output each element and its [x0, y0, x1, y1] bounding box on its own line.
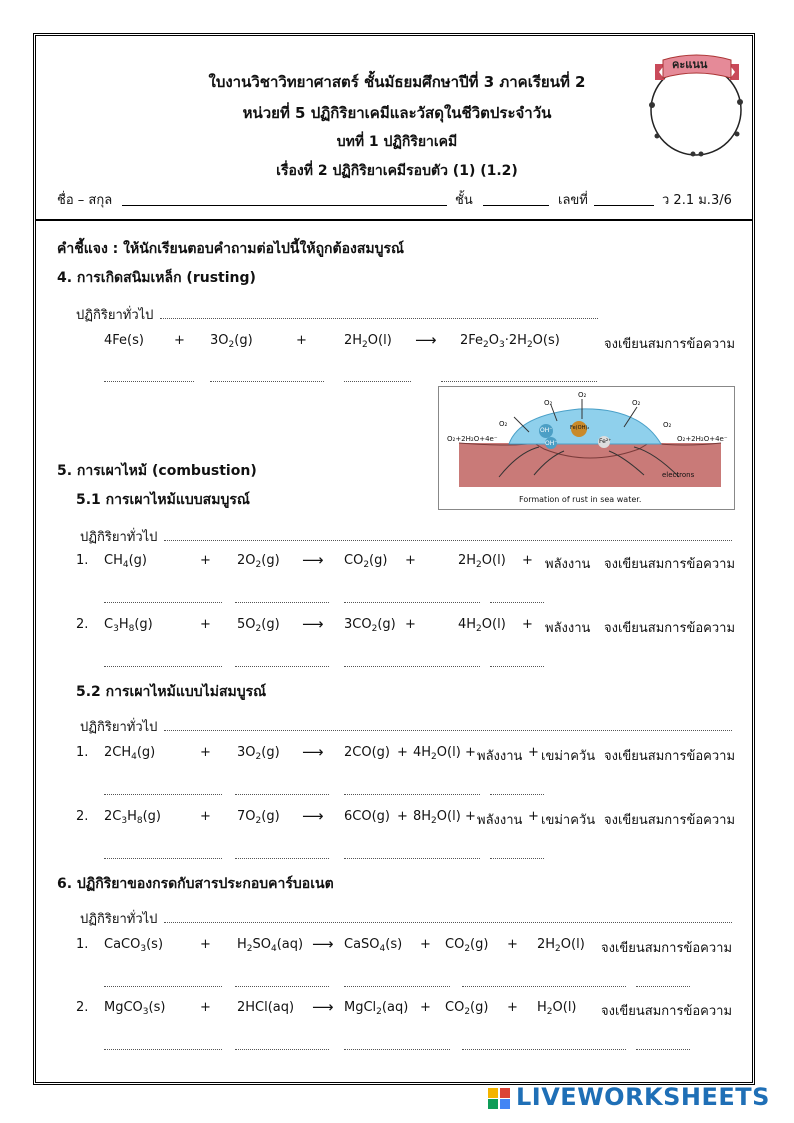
arrow-icon: ⟶ — [312, 935, 334, 953]
energy-label: พลังงาน — [545, 557, 591, 572]
reactant: $3O_2(g)$ — [237, 745, 280, 762]
answer-blank[interactable] — [462, 986, 626, 987]
answer-blank[interactable] — [490, 602, 544, 603]
answer-blank[interactable] — [344, 986, 450, 987]
answer-blank[interactable] — [344, 381, 411, 382]
section5-title: 5. การเผาไหม้ (combustion) — [57, 463, 257, 479]
general-reaction-label: ปฏิกิริยาทั่วไป — [80, 720, 158, 735]
answer-blank[interactable] — [104, 666, 222, 667]
plus-sign: + — [405, 617, 416, 632]
reactant: $5O_2(g)$ — [237, 617, 280, 634]
plus-sign: + — [420, 1000, 431, 1015]
answer-blank[interactable] — [104, 794, 222, 795]
reactant: $3O_2(g)$ — [210, 333, 253, 350]
figure-fe-label: Fe²⁺ — [599, 438, 612, 445]
item-number: 2. — [76, 809, 89, 824]
reactant: $2H_2O(l)$ — [344, 333, 392, 350]
product: $3CO_2(g)$ — [344, 617, 396, 634]
product: $CO_2(g)$ — [445, 937, 489, 954]
plus-sign: + — [200, 553, 211, 568]
answer-blank[interactable] — [104, 1049, 222, 1050]
answer-blank[interactable] — [210, 381, 324, 382]
smoke-label: เขม่าควัน — [541, 749, 596, 764]
figure-left-equation: O₂+2H₂O+4e⁻ — [447, 435, 498, 443]
number-label: เลขที่ — [558, 193, 588, 208]
answer-blank[interactable] — [344, 1049, 450, 1050]
write-text-label: จงเขียนสมการข้อความ — [604, 813, 736, 828]
arrow-icon: ⟶ — [302, 807, 324, 825]
answer-blank[interactable] — [344, 794, 480, 795]
item-number: 1. — [76, 937, 89, 952]
figure-electrons-label: electrons — [662, 471, 695, 479]
answer-line[interactable] — [164, 730, 732, 731]
energy-label: พลังงาน — [477, 813, 523, 828]
product: $4H_2O(l)$ — [458, 617, 506, 634]
answer-line[interactable] — [164, 922, 732, 923]
write-text-label: จงเขียนสมการข้อความ — [604, 749, 736, 764]
arrow-icon: ⟶ — [415, 331, 437, 349]
plus-sign: + — [296, 333, 307, 348]
figure-oh-label: OH⁻ — [540, 427, 553, 434]
figure-right-equation: O₂+2H₂O+4e⁻ — [677, 435, 728, 443]
figure-o2-label: O₂ — [663, 421, 672, 429]
product: $H_2O(l)$ — [537, 1000, 577, 1017]
arrow-icon: ⟶ — [302, 615, 324, 633]
section5-2-title: 5.2 การเผาไหม้แบบไม่สมบูรณ์ — [76, 684, 267, 700]
section5-1-title: 5.1 การเผาไหม้แบบสมบูรณ์ — [76, 492, 250, 508]
arrow-icon: ⟶ — [312, 998, 334, 1016]
topic-title: เรื่องที่ 2 ปฏิกิริยาเคมีรอบตัว (1) (1.2) — [276, 163, 518, 179]
reactant: $2CH_4(g)$ — [104, 745, 156, 762]
smoke-label: เขม่าควัน — [541, 813, 596, 828]
reactant: MgCO$_3$(s) — [104, 1000, 166, 1017]
answer-blank[interactable] — [235, 794, 329, 795]
product: $2Fe_2O_3\cdot 2H_2O(s)$ — [460, 333, 560, 350]
write-text-label: จงเขียนสมการข้อความ — [601, 941, 733, 956]
product: MgCl$_2$(aq) — [344, 1000, 409, 1017]
product: CaSO$_4$(s) — [344, 937, 403, 954]
rust-figure — [438, 386, 735, 510]
answer-blank[interactable] — [104, 381, 194, 382]
write-text-label: จงเขียนสมการข้อความ — [601, 1004, 733, 1019]
answer-blank[interactable] — [104, 858, 222, 859]
unit-title: หน่วยที่ 5 ปฏิกิริยาเคมีและวัสดุในชีวิตประจำวัน — [242, 104, 552, 122]
reactant: $CH_4(g)$ — [104, 553, 147, 570]
arrow-icon: ⟶ — [302, 551, 324, 569]
reactant: $H_2SO_4(aq)$ — [237, 937, 304, 954]
answer-blank[interactable] — [344, 602, 480, 603]
number-field[interactable] — [594, 205, 654, 206]
plus-sign: + — [200, 617, 211, 632]
general-reaction-label: ปฏิกิริยาทั่วไป — [76, 308, 154, 323]
product: 2CO(g) — [344, 745, 390, 760]
write-text-label: จงเขียนสมการข้อความ — [604, 337, 736, 352]
answer-line[interactable] — [164, 540, 732, 541]
reactant: 2HCl(aq) — [237, 1000, 295, 1015]
answer-blank[interactable] — [235, 602, 329, 603]
score-label: คะแนน — [672, 58, 708, 71]
class-label: ชั้น — [455, 193, 473, 208]
class-field[interactable] — [483, 205, 549, 206]
product: $4H_2O(l)$ — [413, 745, 461, 762]
figure-oh-label: OH⁻ — [545, 440, 558, 447]
plus-sign: + — [528, 809, 539, 824]
instructions: คำชี้แจง : ให้นักเรียนตอบคำถามต่อไปนี้ให้ถูกต้องสมบูรณ์ — [57, 241, 405, 257]
answer-blank[interactable] — [235, 858, 329, 859]
plus-sign: + — [397, 809, 408, 824]
product: $8H_2O(l)$ — [413, 809, 461, 826]
plus-sign: + — [200, 1000, 211, 1015]
general-reaction-label: ปฏิกิริยาทั่วไป — [80, 530, 158, 545]
plus-sign: + — [465, 809, 476, 824]
section4-title: 4. การเกิดสนิมเหล็ก (rusting) — [57, 270, 256, 286]
reactant: $2O_2(g)$ — [237, 553, 280, 570]
plus-sign: + — [522, 553, 533, 568]
answer-blank[interactable] — [235, 986, 329, 987]
answer-blank[interactable] — [344, 666, 480, 667]
plus-sign: + — [397, 745, 408, 760]
item-number: 1. — [76, 745, 89, 760]
product: $2H_2O(l)$ — [458, 553, 506, 570]
product: 6CO(g) — [344, 809, 390, 824]
figure-o2-label: O₂ — [544, 399, 553, 407]
item-number: 1. — [76, 553, 89, 568]
general-reaction-label: ปฏิกิริยาทั่วไป — [80, 912, 158, 927]
reactant: CaCO$_3$(s) — [104, 937, 164, 954]
reactant: 4Fe(s) — [104, 333, 144, 348]
figure-o2-label: O₂ — [578, 391, 587, 399]
arrow-icon: ⟶ — [302, 743, 324, 761]
energy-label: พลังงาน — [477, 749, 523, 764]
answer-blank[interactable] — [490, 858, 544, 859]
brand-wordmark: LIVEWORKSHEETS — [516, 1083, 770, 1111]
answer-blank[interactable] — [104, 602, 222, 603]
figure-o2-label: O₂ — [499, 420, 508, 428]
plus-sign: + — [507, 1000, 518, 1015]
plus-sign: + — [200, 809, 211, 824]
figure-o2-label: O₂ — [632, 399, 641, 407]
reactant: $2C_3H_8(g)$ — [104, 809, 162, 826]
section6-title: 6. ปฏิกิริยาของกรดกับสารประกอบคาร์บอเนต — [57, 876, 334, 892]
plus-sign: + — [405, 553, 416, 568]
reactant: $C_3H_8(g)$ — [104, 617, 153, 634]
liveworksheets-logo-icon — [488, 1086, 512, 1110]
product: $CO_2(g)$ — [344, 553, 388, 570]
product: $2H_2O(l)$ — [537, 937, 585, 954]
answer-blank[interactable] — [235, 666, 329, 667]
figure-caption: Formation of rust in sea water. — [519, 495, 642, 504]
name-label: ชื่อ – สกุล — [57, 193, 113, 208]
plus-sign: + — [200, 937, 211, 952]
plus-sign: + — [465, 745, 476, 760]
header-divider — [36, 219, 752, 221]
worksheet-title: ใบงานวิชาวิทยาศาสตร์ ชั้นมัธยมศึกษาปีที่ 3 ภาคเรียนที่ 2 — [208, 73, 586, 91]
answer-blank[interactable] — [235, 1049, 329, 1050]
plus-sign: + — [522, 617, 533, 632]
answer-blank[interactable] — [462, 1049, 626, 1050]
answer-blank[interactable] — [490, 666, 544, 667]
name-field[interactable] — [122, 205, 447, 206]
plus-sign: + — [200, 745, 211, 760]
plus-sign: + — [420, 937, 431, 952]
energy-label: พลังงาน — [545, 621, 591, 636]
reactant: $7O_2(g)$ — [237, 809, 280, 826]
figure-rust-label: Fe(OH)₂ — [570, 425, 590, 431]
answer-blank[interactable] — [490, 794, 544, 795]
product: $CO_2(g)$ — [445, 1000, 489, 1017]
plus-sign: + — [528, 745, 539, 760]
item-number: 2. — [76, 1000, 89, 1015]
answer-blank[interactable] — [636, 986, 690, 987]
write-text-label: จงเขียนสมการข้อความ — [604, 621, 736, 636]
answer-blank[interactable] — [441, 381, 597, 382]
answer-line[interactable] — [160, 318, 598, 319]
item-number: 2. — [76, 617, 89, 632]
write-text-label: จงเขียนสมการข้อความ — [604, 557, 736, 572]
indicator-code: ว 2.1 ม.3/6 — [662, 193, 732, 208]
answer-blank[interactable] — [104, 986, 222, 987]
answer-blank[interactable] — [636, 1049, 690, 1050]
plus-sign: + — [507, 937, 518, 952]
chapter-title: บทที่ 1 ปฏิกิริยาเคมี — [336, 134, 458, 150]
answer-blank[interactable] — [344, 858, 480, 859]
plus-sign: + — [174, 333, 185, 348]
